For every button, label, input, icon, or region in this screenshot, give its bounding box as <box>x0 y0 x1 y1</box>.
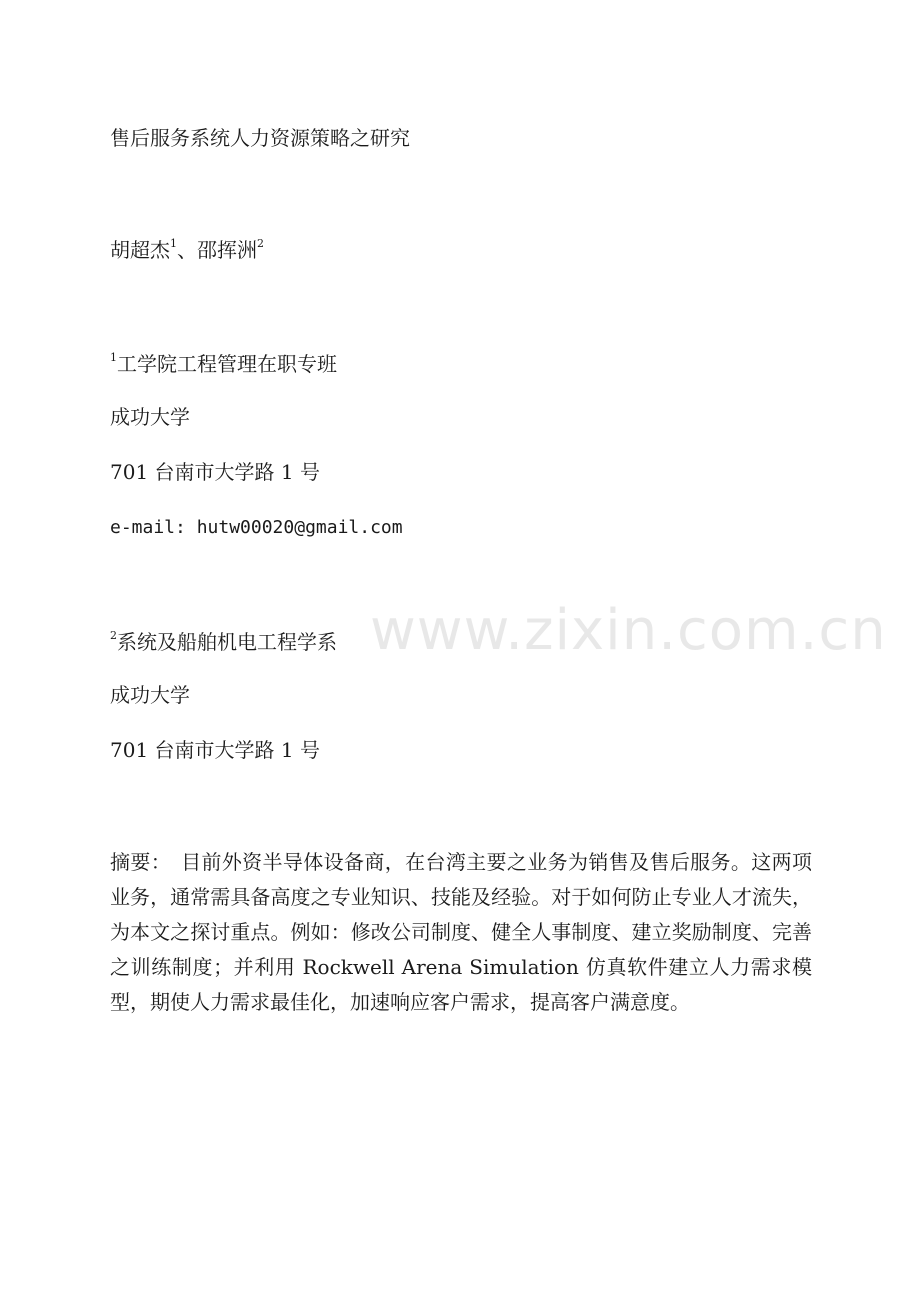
abstract-text: 目前外资半导体设备商，在台湾主要之业务为销售及售后服务。这两项业务，通常需具备高度之专业知识、技能及经验。对于如何防止专业人才流失，为本文之探讨重点。例如：修改公司制度、健全人事制度、建立奖励制度、完善之训练制度；并利用 Rockwell Arena Simulation 仿真软件建立人力需求模型，期使人力需求最佳化，加速响应客户需求，提高客户满意度。 <box>110 850 813 1014</box>
author-1-name: 胡超杰 <box>110 238 170 262</box>
affiliation-1-marker: 1 <box>110 351 117 364</box>
affiliation-1-dept <box>110 352 337 376</box>
affiliation-2-address: 701 台南市大学路 1 号 <box>110 738 320 762</box>
watermark: www.zixin.com.cn <box>370 598 887 663</box>
author-1-superscript: 1 <box>170 237 177 250</box>
paper-title: 售后服务系统人力资源策略之研究 <box>110 126 410 150</box>
affiliation-1-university: 成功大学 <box>110 405 190 429</box>
abstract-paragraph <box>110 845 812 1020</box>
affiliation-2-marker: 2 <box>110 629 117 642</box>
affiliation-1-address: 701 台南市大学路 1 号 <box>110 460 320 484</box>
author-2-superscript: 2 <box>257 237 264 250</box>
affiliation-2-university: 成功大学 <box>110 683 190 707</box>
affiliation-1-dept-text: 工学院工程管理在职专班 <box>117 352 337 376</box>
author-separator: 、 <box>177 238 197 262</box>
abstract-label: 摘要： <box>110 850 172 874</box>
affiliation-2-dept-text: 系统及船舶机电工程学系 <box>117 630 337 654</box>
author-line <box>110 238 264 262</box>
author-2-name: 邵挥洲 <box>197 238 257 262</box>
affiliation-2-dept <box>110 630 337 654</box>
affiliation-1-email: e-mail: hutw00020@gmail.com <box>110 517 403 538</box>
abstract <box>110 845 812 1020</box>
